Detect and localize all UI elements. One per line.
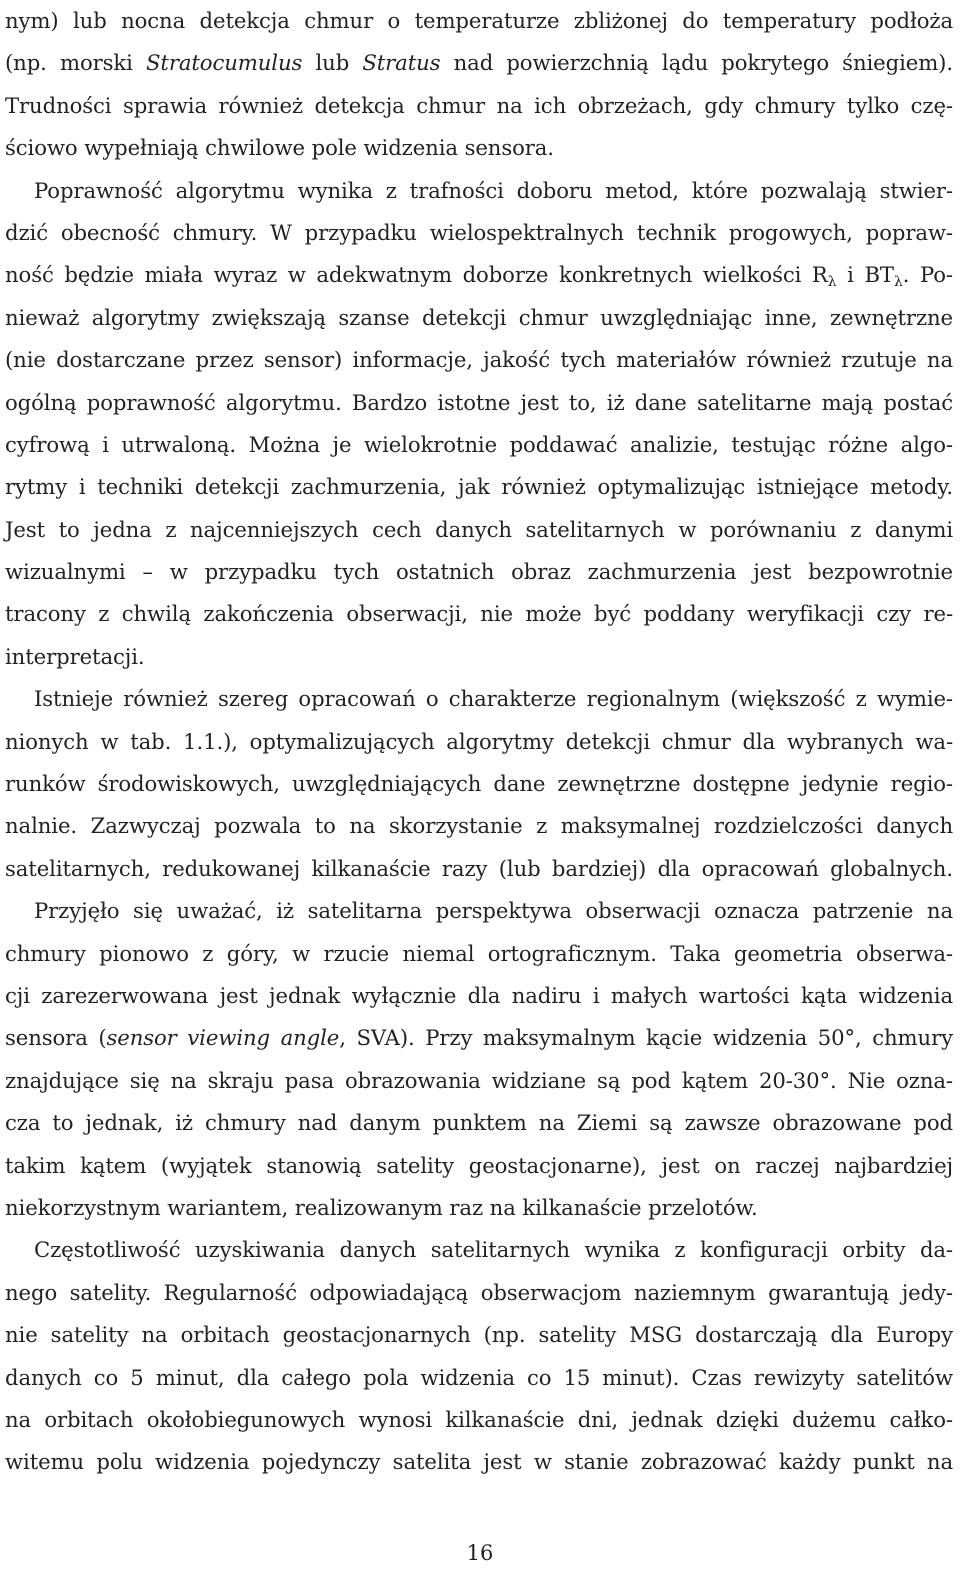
- italic-term: Stratus: [362, 50, 441, 76]
- paragraph-first-line: Częstotliwość uzyskiwania danych satelitarnych wynika z konfiguracji orbity da-: [34, 1237, 953, 1263]
- text-line: ściowo wypełniają chwilowe pole widzenia sensora.: [5, 135, 554, 161]
- text-line: interpretacji.: [5, 643, 145, 669]
- text-line: nionych w tab. 1.1.), optymalizujących algorytmy detekcji chmur dla wybranych wa-: [5, 728, 953, 754]
- paragraph-first-line: Przyjęło się uważać, iż satelitarna perspektywa obserwacji oznacza patrzenie na: [34, 898, 953, 924]
- text-segment: , SVA). Przy maksymalnym kącie widzenia 50°, chmury: [339, 1025, 953, 1051]
- text-line: [5, 254, 953, 296]
- text-line: znajdujące się na skraju pasa obrazowania widziane są pod kątem 20-30°. Nie ozna-: [5, 1067, 953, 1093]
- text-line: niekorzystnym wariantem, realizowanym raz na kilkanaście przelotów.: [5, 1194, 758, 1220]
- text-line: chmury pionowo z góry, w rzucie niemal ortograficznym. Taka geometria obserwa-: [5, 940, 953, 966]
- text-line: nie satelity na orbitach geostacjonarnych (np. satelity MSG dostarczają dla Europy: [5, 1322, 953, 1348]
- text-line: cyfrową i utrwaloną. Można je wielokrotnie poddawać analizie, testując różne algo-: [5, 431, 953, 457]
- italic-term: Stratocumulus: [146, 50, 303, 76]
- text-line: (nie dostarczane przez sensor) informacje, jakość tych materiałów również rzutuje na: [5, 347, 953, 373]
- text-line: wizualnymi – w przypadku tych ostatnich obraz zachmurzenia jest bezpowrotnie: [5, 559, 953, 585]
- text-line: ogólną poprawność algorytmu. Bardzo istotne jest to, iż dane satelitarne mają postać: [5, 389, 953, 415]
- text-segment: sensora (: [5, 1025, 107, 1051]
- text-line: [5, 42, 953, 84]
- text-line: satelitarnych, redukowanej kilkanaście razy (lub bardziej) dla opracowań globalnych.: [5, 855, 953, 881]
- text-line: cza to jednak, iż chmury nad danym punktem na Ziemi są zawsze obrazowane pod: [5, 1110, 953, 1136]
- text-line: dzić obecność chmury. W przypadku wielospektralnych technik progowych, popraw-: [5, 219, 953, 245]
- text-line: runków środowiskowych, uwzględniających dane zewnętrzne dostępne jedynie regio-: [5, 771, 953, 797]
- page-number: 16: [466, 1541, 494, 1565]
- lambda-subscript: λ: [827, 274, 837, 291]
- text-line: [5, 1017, 953, 1059]
- text-segment: nad powierzchnią lądu pokrytego śniegiem).: [440, 50, 953, 76]
- document-body: [5, 0, 953, 1484]
- text-line: nego satelity. Regularność odpowiadającą obserwacjom naziemnym gwarantują jedy-: [5, 1279, 953, 1305]
- text-line: Trudności sprawia również detekcja chmur na ich obrzeżach, gdy chmury tylko czę-: [5, 92, 953, 118]
- text-line: cji zarezerwowana jest jednak wyłącznie dla nadiru i małych wartości kąta widzenia: [5, 982, 953, 1008]
- lambda-subscript: λ: [893, 274, 903, 291]
- text-line: tracony z chwilą zakończenia obserwacji, nie może być poddany weryfikacji czy re-: [5, 601, 953, 627]
- text-line: na orbitach okołobiegunowych wynosi kilkanaście dni, jednak dzięki dużemu całko-: [5, 1406, 953, 1432]
- paragraph-first-line: Istnieje również szereg opracowań o charakterze regionalnym (większość z wymie-: [34, 686, 953, 712]
- text-segment: ność będzie miała wyraz w adekwatnym doborze konkretnych wielkości R: [5, 262, 828, 288]
- text-line: danych co 5 minut, dla całego pola widzenia co 15 minut). Czas rewizyty satelitów: [5, 1364, 953, 1390]
- text-line: witemu polu widzenia pojedynczy satelita jest w stanie zobrazować każdy punkt na: [5, 1449, 953, 1475]
- text-line: nieważ algorytmy zwiększają szanse detekcji chmur uwzględniając inne, zewnętrzne: [5, 304, 953, 330]
- text-segment: . Po-: [902, 262, 953, 288]
- text-segment: lub: [302, 50, 363, 76]
- text-line: nalnie. Zazwyczaj pozwala to na skorzystanie z maksymalnej rozdzielczości danych: [5, 813, 953, 839]
- italic-term: sensor viewing angle: [106, 1025, 340, 1051]
- text-line: takim kątem (wyjątek stanowią satelity geostacjonarne), jest on raczej najbardziej: [5, 1152, 953, 1178]
- paragraph-first-line: Poprawność algorytmu wynika z trafności doboru metod, które pozwalają stwier-: [34, 177, 953, 203]
- text-line: rytmy i techniki detekcji zachmurzenia, jak również optymalizując istniejące metody.: [5, 474, 953, 500]
- text-line: Jest to jedna z najcenniejszych cech danych satelitarnych w porównaniu z danymi: [5, 516, 953, 542]
- text-segment: (np. morski: [5, 50, 146, 76]
- text-segment: i BT: [836, 262, 894, 288]
- text-line: nym) lub nocna detekcja chmur o temperaturze zbliżonej do temperatury podłoża: [5, 8, 953, 33]
